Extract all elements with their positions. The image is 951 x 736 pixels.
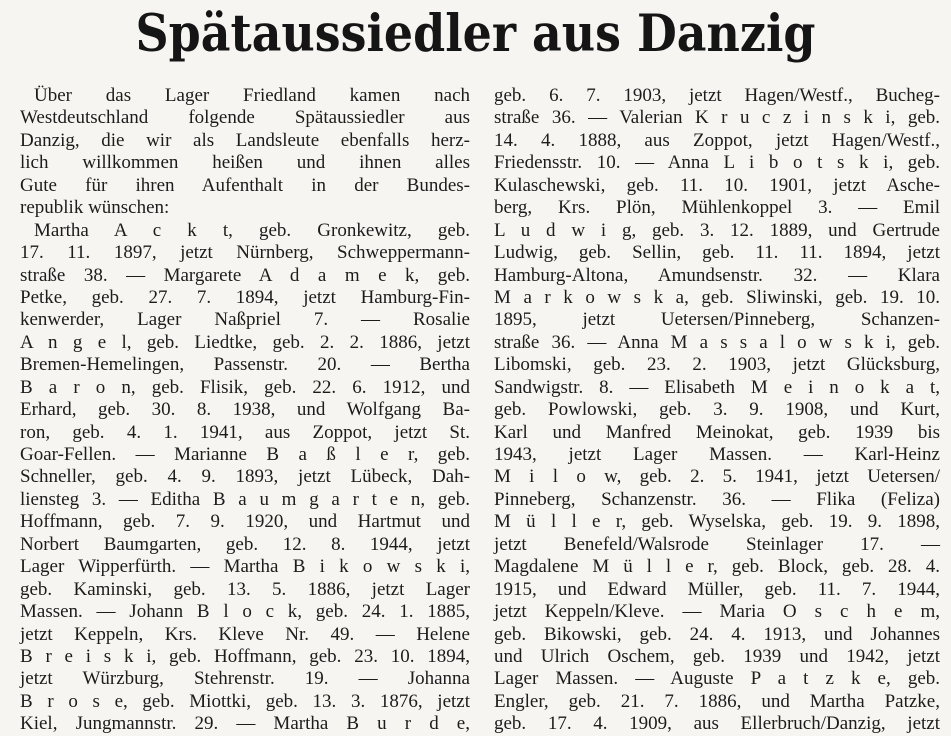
- text-line: Gute für ihren Aufenthalt in der Bundes-: [20, 174, 470, 196]
- text-line: lich willkommen heißen und ihnen alles: [20, 152, 470, 174]
- text-line: jetzt Benefeld/Walsrode Steinlager 17. —: [494, 533, 940, 555]
- text-line: Kiel, Jungmannstr. 29. — Martha B u r d e,: [20, 713, 470, 735]
- text-line: M a r k o w s k a, geb. Sliwinski, geb. 19. 10.: [494, 286, 940, 308]
- text-line: Danzig, die wir als Landsleute ebenfalls herz-: [20, 129, 470, 151]
- text-line: Bremen-Hemelingen, Passenstr. 20. — Bertha: [20, 354, 470, 376]
- text-line: Engler, geb. 21. 7. 1886, und Martha Patzke,: [494, 690, 940, 712]
- text-line: Kulaschewski, geb. 11. 10. 1901, jetzt Asche-: [494, 174, 940, 196]
- text-line: Friedensstr. 10. — Anna L i b o t s k i, geb.: [494, 152, 940, 174]
- text-line: jetzt Keppeln, Krs. Kleve Nr. 49. — Helene: [20, 623, 470, 645]
- text-line: 17. 11. 1897, jetzt Nürnberg, Schweppermann-: [20, 242, 470, 264]
- text-line: Hoffmann, geb. 7. 9. 1920, und Hartmut und: [20, 511, 470, 533]
- text-line: Goar-Fellen. — Marianne B a ß l e r, geb.: [20, 444, 470, 465]
- text-line: Massen. — Johann B l o c k, geb. 24. 1. 1885,: [20, 601, 470, 623]
- text-line: 1895, jetzt Uetersen/Pinneberg, Schanzen-: [494, 309, 940, 331]
- text-line: straße 36. — Anna M a s s a l o w s k i, geb.: [494, 331, 940, 353]
- text-line: M ü l l e r, geb. Wyselska, geb. 19. 9. 1898,: [494, 511, 940, 533]
- text-line: A n g e l, geb. Liedtke, geb. 2. 2. 1886, jetzt: [20, 331, 470, 353]
- text-line: berg, Krs. Plön, Mühlenkoppel 3. — Emil: [494, 197, 940, 219]
- text-line: geb. 17. 4. 1909, aus Ellerbruch/Danzig, jetzt: [494, 713, 940, 735]
- text-line: Hamburg-Altona, Amundsenstr. 32. — Klara: [494, 264, 940, 286]
- text-line: straße 36. — Valerian K r u c z i n s k i, geb.: [494, 107, 940, 129]
- text-line: Pinneberg, Schanzenstr. 36. — Flika (Feliza): [494, 488, 940, 510]
- text-line: Schneller, geb. 4. 9. 1893, jetzt Lübeck, Dah-: [20, 466, 470, 488]
- text-line: straße 38. — Margarete A d a m e k, geb.: [20, 264, 470, 286]
- text-line: 1943, jetzt Lager Massen. — Karl-Heinz: [494, 444, 940, 465]
- text-line: Sandwigstr. 8. — Elisabeth M e i n o k a t,: [494, 376, 940, 398]
- text-line: Petke, geb. 27. 7. 1894, jetzt Hamburg-Fin-: [20, 286, 470, 308]
- text-line: M i l o w, geb. 2. 5. 1941, jetzt Uetersen/: [494, 466, 940, 488]
- text-line: geb. Kaminski, geb. 13. 5. 1886, jetzt Lager: [20, 578, 470, 600]
- text-line: ron, geb. 4. 1. 1941, aus Zoppot, jetzt St.: [20, 421, 470, 443]
- text-line: Magdalene M ü l l e r, geb. Block, geb. 28. 4.: [494, 556, 940, 578]
- text-line: liensteg 3. — Editha B a u m g a r t e n, geb.: [20, 488, 470, 510]
- text-line: Lager Massen. — Auguste P a t z k e, geb.: [494, 668, 940, 690]
- text-line: geb. Powlowski, geb. 3. 9. 1908, und Kurt,: [494, 399, 940, 421]
- text-line: geb. Bikowski, geb. 24. 4. 1913, und Johannes: [494, 623, 940, 645]
- text-line: Über das Lager Friedland kamen nach: [34, 85, 470, 106]
- text-line: kenwerder, Lager Naßpriel 7. — Rosalie: [20, 309, 470, 331]
- text-line: jetzt Keppeln/Kleve. — Maria O s c h e m,: [494, 601, 940, 623]
- text-line: und Ulrich Oschem, geb. 1939 und 1942, jetzt: [494, 645, 940, 667]
- text-line: 1915, und Edward Müller, geb. 11. 7. 1944,: [494, 578, 940, 600]
- text-line: Norbert Baumgarten, geb. 12. 8. 1944, jetzt: [20, 533, 470, 555]
- text-line: Lager Wipperfürth. — Martha B i k o w s k i,: [20, 556, 470, 578]
- text-line: republik wünschen:: [20, 197, 170, 219]
- text-line: jetzt Würzburg, Stehrenstr. 19. — Johanna: [20, 668, 470, 690]
- text-line: B r e i s k i, geb. Hoffmann, geb. 23. 10. 1894,: [20, 645, 470, 667]
- text-line: 14. 4. 1888, aus Zoppot, jetzt Hagen/Westf.,: [494, 129, 940, 151]
- text-line: Westdeutschland folgende Spätaussiedler aus: [20, 107, 470, 129]
- article-column-left: [20, 85, 470, 735]
- text-line: Ludwig, geb. Sellin, geb. 11. 11. 1894, jetzt: [494, 242, 940, 264]
- article-headline: Spätaussiedler aus Danzig: [135, 4, 816, 64]
- text-line: L u d w i g, geb. 3. 12. 1889, und Gertrude: [494, 219, 940, 241]
- text-line: Libomski, geb. 23. 2. 1903, jetzt Glücksburg,: [494, 354, 940, 376]
- text-line: Karl und Manfred Meinokat, geb. 1939 bis: [494, 421, 940, 443]
- article-column-right: [494, 85, 940, 735]
- text-line: B a r o n, geb. Flisik, geb. 22. 6. 1912, und: [20, 376, 470, 398]
- text-line: Erhard, geb. 30. 8. 1938, und Wolfgang Ba-: [20, 399, 470, 421]
- text-line: B r o s e, geb. Miottki, geb. 13. 3. 1876, jetzt: [20, 690, 470, 712]
- text-line: geb. 6. 7. 1903, jetzt Hagen/Westf., Bucheg-: [494, 85, 940, 106]
- text-line: Martha A c k t, geb. Gronkewitz, geb.: [34, 219, 470, 241]
